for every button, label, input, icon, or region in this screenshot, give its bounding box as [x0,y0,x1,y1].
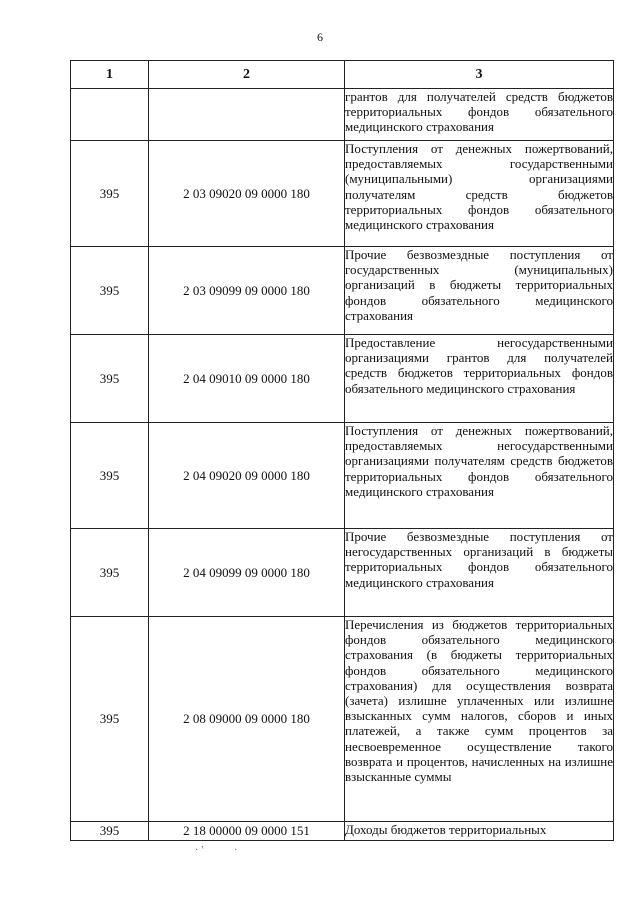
admin-code-cell: 395 [71,423,149,529]
admin-code-cell: 395 [71,335,149,423]
table-row [71,617,614,822]
description-cell: Перечисления из бюджетов территориальных фондов обязательного медицинского страхования (в бюджеты территориальных фондов обязательного медицинского страхования) для осуществления возврата (зачета) излишне уплаченных или излишне взысканных сумм налогов, сборов и иных платежей, а также сумм процентов за несвоевременное осуществление такого возврата и процентов, начисленных на излишне взысканные суммы [345,617,614,822]
column-header-3: 3 [345,61,614,89]
description-cell: Поступления от денежных пожертвований, предоставляемых негосударственными организациями получателям средств бюджетов территориальных фондов обязательного медицинского страхования [345,423,614,529]
scan-artifact-mark: · ‛ · [195,845,238,856]
table-header-row [71,61,614,89]
budget-code-cell: 2 18 00000 09 0000 151 [149,822,345,841]
table-row [71,247,614,335]
budget-code-cell [149,89,345,141]
admin-code-cell: 395 [71,822,149,841]
description-cell: Предоставление негосударственными организациями грантов для получателей средств бюджетов территориальных фондов обязательного медицинского страхования [345,335,614,423]
table-row [71,822,614,841]
budget-code-cell: 2 04 09020 09 0000 180 [149,423,345,529]
column-header-2: 2 [149,61,345,89]
table-row [71,89,614,141]
table-row [71,141,614,247]
page-number: 6 [317,30,323,44]
budget-code-cell: 2 04 09010 09 0000 180 [149,335,345,423]
column-header-1: 1 [71,61,149,89]
budget-code-cell: 2 04 09099 09 0000 180 [149,529,345,617]
admin-code-cell [71,89,149,141]
admin-code-cell: 395 [71,529,149,617]
description-cell: Прочие безвозмездные поступления от негосударственных организаций в бюджеты территориальных фондов обязательного медицинского страхования [345,529,614,617]
table-row [71,423,614,529]
description-cell: Доходы бюджетов территориальных [345,822,614,841]
admin-code-cell: 395 [71,247,149,335]
description-cell: грантов для получателей средств бюджетов территориальных фондов обязательного медицинского страхования [345,89,614,141]
budget-code-cell: 2 03 09099 09 0000 180 [149,247,345,335]
description-cell: Поступления от денежных пожертвований, предоставляемых государственными (муниципальными) организациями получателям средств бюджетов территориальных фондов обязательного медицинского страхования [345,141,614,247]
table-row [71,529,614,617]
budget-codes-table [70,60,614,841]
admin-code-cell: 395 [71,141,149,247]
admin-code-cell: 395 [71,617,149,822]
table-row [71,335,614,423]
budget-code-cell: 2 03 09020 09 0000 180 [149,141,345,247]
budget-code-cell: 2 08 09000 09 0000 180 [149,617,345,822]
description-cell: Прочие безвозмездные поступления от государственных (муниципальных) организаций в бюджеты территориальных фондов обязательного медицинского страхования [345,247,614,335]
